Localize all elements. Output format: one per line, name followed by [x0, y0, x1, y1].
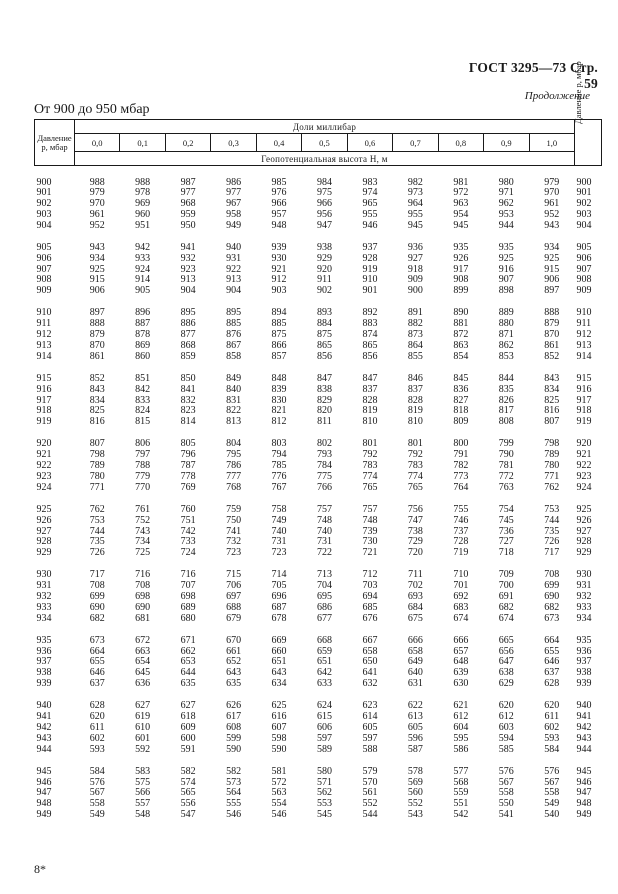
table-row-group: [35, 308, 602, 362]
height-cell: 807 798 789 780 771: [89, 438, 105, 493]
height-cell: 798 789 780 771 762: [544, 438, 560, 493]
height-cell: 805 796 787 778 769: [180, 438, 196, 493]
height-cell: 757 748 740 731 722: [316, 503, 332, 559]
pressure-cell-right: 920 921 922 923 924: [576, 438, 592, 493]
height-cell: 802 793 784 775 766: [316, 438, 332, 493]
height-cell: 582 573 564 555 546: [226, 765, 242, 821]
height-cell: 761 752 743 734 725: [135, 503, 151, 559]
pressure-cell-left: 915 916 917 918 919: [36, 372, 52, 428]
pressure-cell-left: 930 931 932 933 934: [36, 569, 52, 624]
pressure-cell-left: 900 901 902 903 904: [36, 176, 52, 231]
height-cell: 762 753 744 735 726: [89, 503, 105, 559]
range-title: От 900 до 950 мбар: [34, 102, 150, 117]
height-cell: 624 615 606 597 589: [316, 700, 332, 755]
height-cell: 577 568 559 551 542: [453, 765, 469, 821]
height-cell: 983 974 965 955 946: [362, 176, 378, 231]
pressure-cell-left: 940 941 942 943 944: [36, 700, 52, 755]
height-cell: 622 613 605 596 587: [407, 700, 423, 755]
height-cell: 628 620 611 602 593: [89, 700, 105, 755]
pressure-cell-right: 940 941 942 943 944: [576, 700, 592, 755]
fraction-header: 0,7: [393, 134, 438, 152]
height-cell: 984 975 966 956 947: [316, 176, 332, 231]
pressure-column-header-right: Давление р, мбар: [575, 120, 602, 166]
height-cell: 578 569 560 552 543: [407, 765, 423, 821]
height-cell: 673 664 655 646 637: [89, 634, 105, 690]
height-cell: 576 567 558 549 540: [544, 765, 560, 821]
table-row-group: [35, 243, 602, 297]
pressure-cell-left: 920 921 922 923 924: [36, 438, 52, 493]
height-cell: 985 976 966 957 948: [271, 176, 287, 231]
table-row-group: [35, 570, 602, 624]
height-cell: 846 837 828 819 810: [407, 372, 423, 428]
height-cell: 579 570 561 552 544: [362, 765, 378, 821]
fraction-header: 0,4: [256, 134, 301, 152]
height-cell: 715 706 697 688 679: [226, 569, 242, 624]
fraction-header: 0,0: [75, 134, 120, 152]
height-cell: 581 572 563 554 546: [271, 765, 287, 821]
height-cell: 714 705 696 687 678: [271, 569, 287, 624]
pressure-cell-right: 910 911 912 913 914: [576, 307, 592, 362]
height-cell: 625 616 607 598 590: [271, 700, 287, 755]
height-cell: 943 934 925 915 906: [89, 241, 105, 297]
height-cell: 716 708 698 690 681: [135, 569, 151, 624]
fraction-header: 0,8: [438, 134, 483, 152]
height-cell: 935 925 916 907 898: [498, 241, 514, 297]
height-cell: 584 576 567 558 549: [89, 765, 105, 821]
height-cell: 757 748 739 730 721: [362, 503, 378, 559]
height-cell: 979 970 961 952 943: [544, 176, 560, 231]
height-cell: 981 972 963 954 945: [453, 176, 469, 231]
height-cell: 988 979 970 961 952: [89, 176, 105, 231]
pressure-cell-right: 930 931 932 933 934: [576, 569, 592, 624]
height-cell: 942 933 924 914 905: [135, 241, 151, 297]
height-cell: 709 700 691 682 674: [498, 569, 514, 624]
table-row-group: [35, 701, 602, 755]
height-cell: 895 886 877 868 859: [180, 307, 196, 362]
height-cell: 627 618 609 600 591: [180, 700, 196, 755]
height-cell: 576 567 558 550 541: [498, 765, 514, 821]
height-cell: 851 842 833 824 815: [135, 372, 151, 428]
table-row-group: [35, 374, 602, 428]
height-cell: 580 571 562 553 545: [316, 765, 332, 821]
height-cell: 760 751 742 733 724: [180, 503, 196, 559]
height-cell: 668 659 651 642 633: [316, 634, 332, 690]
fraction-header: 0,5: [302, 134, 347, 152]
height-cell: 936 927 918 909 900: [407, 241, 423, 297]
height-cell: 986 977 967 958 949: [226, 176, 242, 231]
height-cell: 753 744 735 726 717: [544, 503, 560, 559]
height-cell: 939 930 921 912 903: [271, 241, 287, 297]
height-cell: 712 703 694 685 676: [362, 569, 378, 624]
height-cell: 759 750 741 732 723: [226, 503, 242, 559]
height-cell: 843 834 825 816 807: [544, 372, 560, 428]
height-cell: 670 661 652 643 635: [226, 634, 242, 690]
pressure-cell-right: 905 906 907 908 909: [576, 241, 592, 297]
pressure-column-header-left: Давление р, мбар: [35, 120, 75, 166]
height-cell: 897 888 879 870 861: [89, 307, 105, 362]
pressure-cell-right: 945 946 947 948 949: [576, 765, 592, 821]
height-cell: 849 840 831 822 813: [226, 372, 242, 428]
height-cell: 890 881 872 863 854: [453, 307, 469, 362]
height-cell: 892 883 874 865 856: [362, 307, 378, 362]
height-cell: 980 971 962 953 944: [498, 176, 514, 231]
height-cell: 893 884 875 865 856: [316, 307, 332, 362]
height-cell: 583 575 566 557 548: [135, 765, 151, 821]
height-cell: 804 795 786 777 768: [226, 438, 242, 493]
height-cell: 935 926 917 908 899: [453, 241, 469, 297]
height-cell: 666 657 648 639 630: [453, 634, 469, 690]
height-cell: 755 746 737 728 719: [453, 503, 469, 559]
height-cell: 848 839 830 821 812: [271, 372, 287, 428]
height-cell: 934 925 915 906 897: [544, 241, 560, 297]
height-cell: 665 656 647 638 629: [498, 634, 514, 690]
height-cell: 758 749 740 731 723: [271, 503, 287, 559]
fraction-header: 0,1: [120, 134, 165, 152]
continuation-label: Продолжение: [524, 90, 590, 102]
table-row-group: [35, 439, 602, 493]
table-row-group: [35, 636, 602, 690]
height-cell: 664 655 646 637 628: [544, 634, 560, 690]
fraction-header: 1,0: [529, 134, 574, 152]
height-cell: 708 699 690 682 673: [544, 569, 560, 624]
height-cell: 626 617 608 599 590: [226, 700, 242, 755]
height-cell: 847 837 828 819 810: [362, 372, 378, 428]
table-row-group: [35, 178, 602, 232]
height-cell: 982 973 964 955 945: [407, 176, 423, 231]
page-header: ГОСТ 3295—73 Стр. 59: [468, 60, 598, 91]
fraction-header: 0,9: [484, 134, 529, 152]
height-cell: 894 885 875 866 857: [271, 307, 287, 362]
height-cell: 620 612 603 594 585: [498, 700, 514, 755]
height-cell: 803 794 785 776 767: [271, 438, 287, 493]
height-cell: 582 574 565 556 547: [180, 765, 196, 821]
height-cell: 671 662 653 644 635: [180, 634, 196, 690]
height-cell: 801 792 783 774 765: [407, 438, 423, 493]
height-cell: 938 929 920 911 902: [316, 241, 332, 297]
height-cell: 756 747 738 729 720: [407, 503, 423, 559]
fraction-header: 0,3: [211, 134, 256, 152]
pressure-cell-right: 935 936 937 938 939: [576, 634, 592, 690]
height-cell: 710 701 692 683 674: [453, 569, 469, 624]
pressure-cell-right: 900 901 902 903 904: [576, 176, 592, 231]
fractions-group-header: Доли миллибар: [75, 120, 575, 134]
height-cell: 852 843 834 825 816: [89, 372, 105, 428]
height-cell: 889 880 871 862 853: [498, 307, 514, 362]
height-cell: 845 836 827 818 809: [453, 372, 469, 428]
geopotential-height-header: Геопотенциальная высота H, м: [75, 152, 575, 166]
page-footer-mark: 8*: [34, 862, 46, 876]
height-cell: 711 702 693 684 675: [407, 569, 423, 624]
height-cell: 941 932 923 913 904: [180, 241, 196, 297]
height-cell: 806 797 788 779 770: [135, 438, 151, 493]
fraction-header: 0,2: [165, 134, 210, 152]
height-cell: 988 978 969 960 951: [135, 176, 151, 231]
pressure-cell-left: 905 906 907 908 909: [36, 241, 52, 297]
height-cell: 627 619 610 601 592: [135, 700, 151, 755]
table-row-group: [35, 505, 602, 559]
height-cell: 666 658 649 640 631: [407, 634, 423, 690]
pressure-cell-left: 910 911 912 913 914: [36, 307, 52, 362]
height-cell: 801 792 783 774 765: [362, 438, 378, 493]
height-cell: 888 879 870 861 852: [544, 307, 560, 362]
pressure-cell-left: 945 946 947 948 949: [36, 765, 52, 821]
height-cell: 717 708 699 690 682: [89, 569, 105, 624]
height-cell: 672 663 654 645 636: [135, 634, 151, 690]
height-cell: 754 745 736 727 718: [498, 503, 514, 559]
height-cell: 713 704 695 686 677: [316, 569, 332, 624]
height-cell: 667 658 650 641 632: [362, 634, 378, 690]
height-cell: 800 791 782 773 764: [453, 438, 469, 493]
pressure-cell-right: 915 916 917 918 919: [576, 372, 592, 428]
pressure-cell-right: 925 926 927 928 929: [576, 503, 592, 559]
height-cell: 891 882 873 864 855: [407, 307, 423, 362]
height-cell: 895 885 876 867 858: [226, 307, 242, 362]
height-cell: 940 931 922 913 904: [226, 241, 242, 297]
height-cell: 937 928 919 910 901: [362, 241, 378, 297]
height-cell: 669 660 651 643 634: [271, 634, 287, 690]
pressure-cell-left: 935 936 937 938 939: [36, 634, 52, 690]
fraction-header: 0,6: [347, 134, 392, 152]
height-cell: 799 790 781 772 763: [498, 438, 514, 493]
pressure-cell-left: 925 926 927 928 929: [36, 503, 52, 559]
height-cell: 716 707 698 689 680: [180, 569, 196, 624]
height-cell: 623 614 605 597 588: [362, 700, 378, 755]
height-cell: 847 838 829 820 811: [316, 372, 332, 428]
height-cell: 620 611 602 593 584: [544, 700, 560, 755]
height-cell: 621 612 604 595 586: [453, 700, 469, 755]
height-cell: 896 887 878 869 860: [135, 307, 151, 362]
height-cell: 987 977 968 959 950: [180, 176, 196, 231]
table-row-group: [35, 767, 602, 821]
height-cell: 850 841 832 823 814: [180, 372, 196, 428]
height-cell: 844 835 826 817 808: [498, 372, 514, 428]
